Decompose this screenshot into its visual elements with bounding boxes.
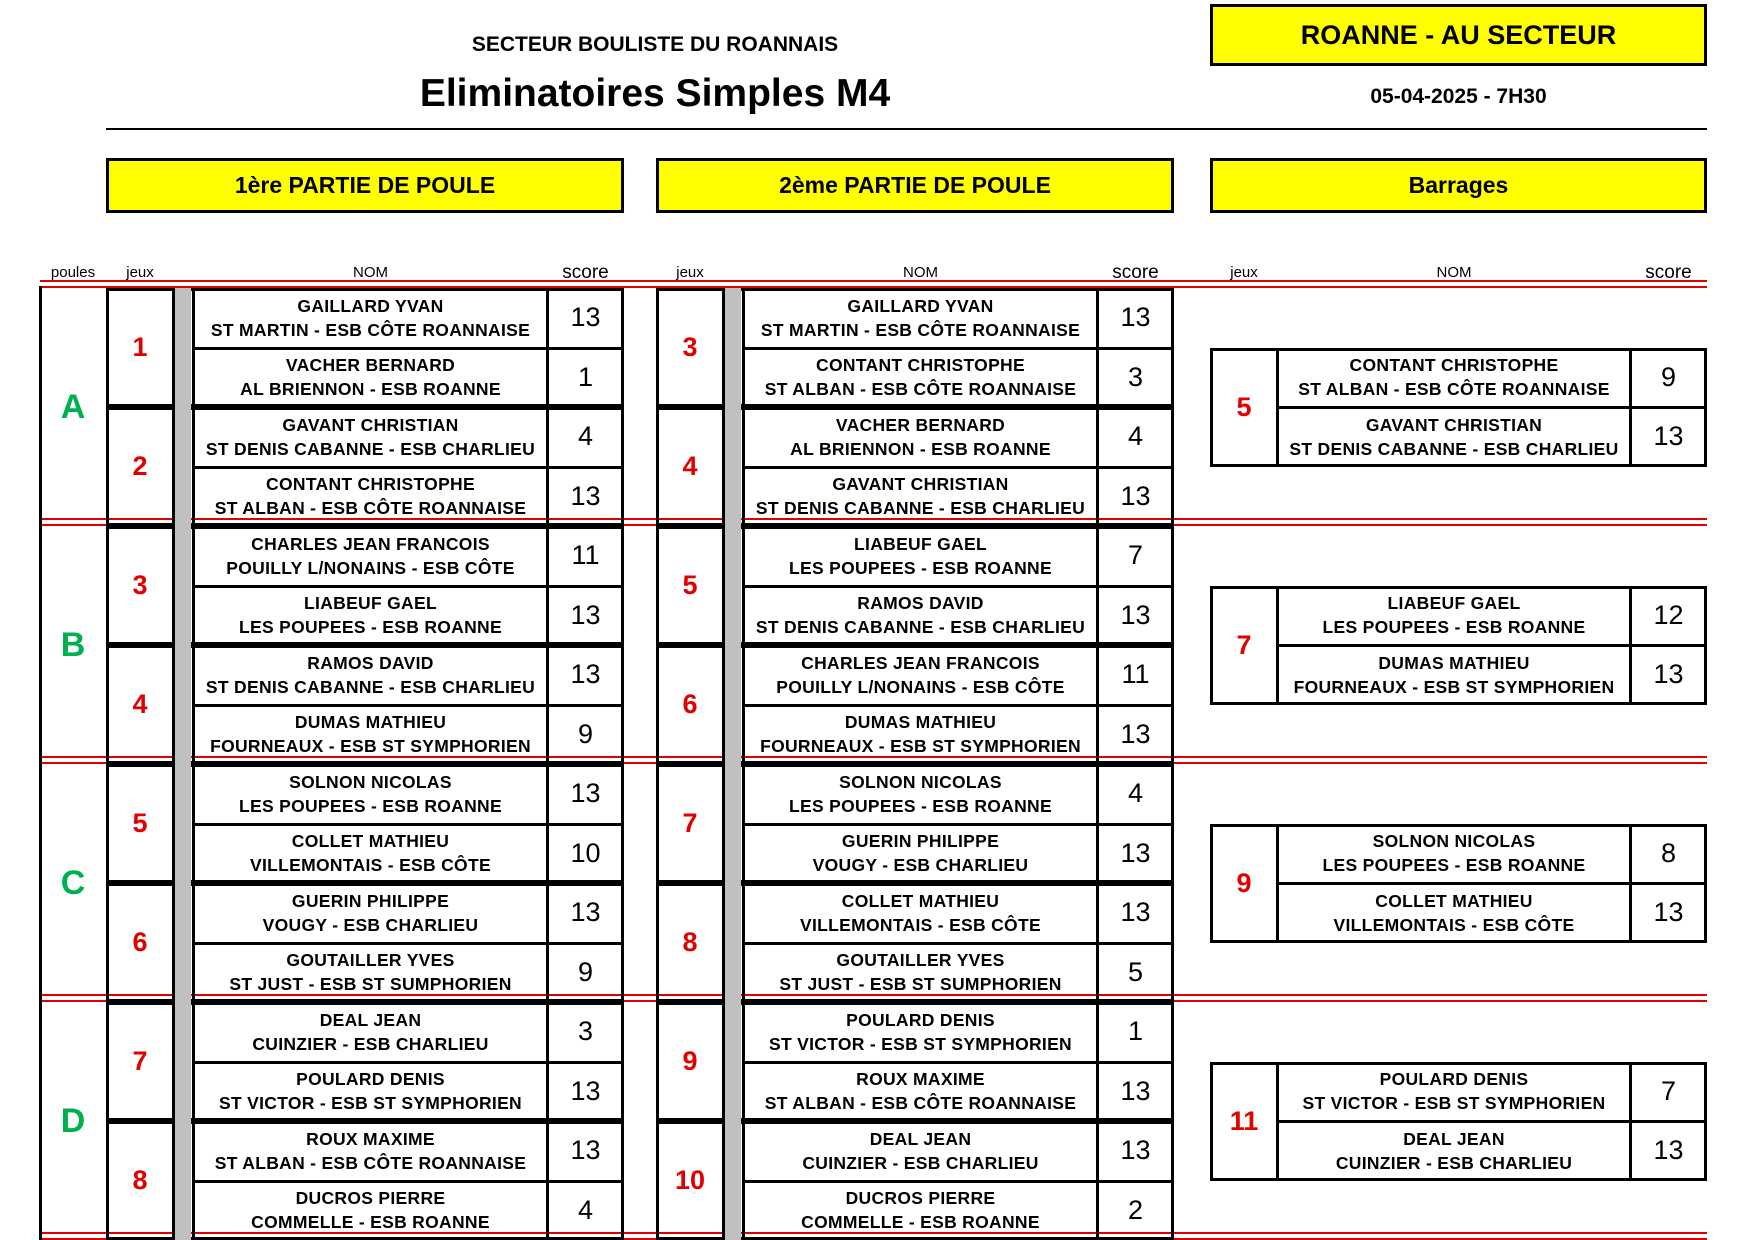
player-name: POULARD DENIS xyxy=(1379,1069,1529,1090)
col-header-score-2: score xyxy=(1112,262,1159,283)
player-name: SOLNON NICOLAS xyxy=(1372,831,1536,852)
player-score: 13 xyxy=(1120,599,1151,630)
player-score: 4 xyxy=(577,421,594,452)
player-club: FOURNEAUX - ESB ST SYMPHORIEN xyxy=(760,736,1081,757)
game-number: 6 xyxy=(132,927,148,957)
player-club: CUINZIER - ESB CHARLIEU xyxy=(802,1152,1039,1173)
player-cell xyxy=(744,288,1097,348)
player-name: LIABEUF GAEL xyxy=(1387,593,1521,614)
player-club: VILLEMONTAIS - ESB CÔTE xyxy=(250,855,491,876)
player-score: 13 xyxy=(1120,897,1151,928)
player-cell xyxy=(194,943,547,1003)
col-header-score-3: score xyxy=(1645,262,1692,283)
player-score: 13 xyxy=(570,480,601,511)
player-cell xyxy=(194,1002,547,1062)
player-name: CONTANT CHRISTOPHE xyxy=(1349,355,1559,376)
player-cell xyxy=(1278,1121,1630,1181)
player-club: ST ALBAN - ESB CÔTE ROANNAISE xyxy=(764,379,1077,400)
player-score: 13 xyxy=(570,897,601,928)
player-score: 4 xyxy=(1127,778,1144,809)
player-club: ST JUST - ESB ST SUMPHORIEN xyxy=(779,974,1062,995)
player-score: 13 xyxy=(570,1075,601,1106)
game-number: 4 xyxy=(132,689,148,719)
player-name: LIABEUF GAEL xyxy=(854,533,987,554)
player-score: 13 xyxy=(570,1135,601,1166)
player-score: 11 xyxy=(1121,659,1150,690)
player-score: 13 xyxy=(1653,659,1684,690)
section-first-label: 1ère PARTIE DE POULE xyxy=(234,172,496,198)
player-name: CONTANT CHRISTOPHE xyxy=(816,355,1025,376)
player-cell xyxy=(194,705,547,765)
player-cell xyxy=(194,883,547,943)
game-number: 5 xyxy=(682,570,698,600)
gray-bar xyxy=(725,645,741,764)
player-name: DEAL JEAN xyxy=(1403,1128,1505,1149)
player-score: 13 xyxy=(1120,480,1151,511)
player-name: ROUX MAXIME xyxy=(856,1069,985,1090)
gray-bar xyxy=(175,645,191,764)
player-club: ST ALBAN - ESB CÔTE ROANNAISE xyxy=(214,1152,527,1173)
player-cell xyxy=(744,645,1097,705)
section-first-round xyxy=(106,158,624,213)
player-score: 13 xyxy=(570,778,601,809)
player-score: 13 xyxy=(1120,718,1151,749)
player-score: 7 xyxy=(1127,540,1144,571)
page-title: Eliminatoires Simples M4 xyxy=(419,72,891,115)
venue-label: ROANNE - AU SECTEUR xyxy=(1300,19,1617,50)
player-score: 5 xyxy=(1127,956,1144,987)
col-header-nom-3: NOM xyxy=(1436,264,1472,281)
gray-bar xyxy=(175,288,191,407)
player-club: LES POUPEES - ESB ROANNE xyxy=(789,795,1052,816)
player-club: VILLEMONTAIS - ESB CÔTE xyxy=(800,914,1041,935)
player-club: LES POUPEES - ESB ROANNE xyxy=(1322,617,1586,638)
gray-bar xyxy=(725,288,741,407)
player-name: GAILLARD YVAN xyxy=(297,295,444,316)
section-barrages-label: Barrages xyxy=(1408,172,1509,198)
player-cell xyxy=(194,526,547,586)
gray-bar xyxy=(175,526,191,645)
gray-bar xyxy=(725,883,741,1002)
player-score: 10 xyxy=(570,837,601,868)
player-cell xyxy=(1278,824,1630,884)
player-club: FOURNEAUX - ESB ST SYMPHORIEN xyxy=(210,736,531,757)
player-cell xyxy=(194,467,547,527)
player-score: 13 xyxy=(570,302,601,333)
player-score: 13 xyxy=(1653,897,1684,928)
gray-bar xyxy=(725,526,741,645)
poule-label: D xyxy=(60,1101,86,1140)
player-club: ST ALBAN - ESB CÔTE ROANNAISE xyxy=(1298,379,1610,400)
player-cell xyxy=(1278,407,1630,467)
player-score: 13 xyxy=(1120,837,1151,868)
player-club: CUINZIER - ESB CHARLIEU xyxy=(1335,1152,1573,1173)
section-barrages xyxy=(1210,158,1707,213)
player-cell xyxy=(744,586,1097,646)
game-number: 5 xyxy=(1236,391,1252,422)
player-score: 13 xyxy=(1653,421,1684,452)
player-cell xyxy=(1278,883,1630,943)
player-name: GOUTAILLER YVES xyxy=(836,950,1005,971)
game-number: 3 xyxy=(682,332,698,362)
player-cell xyxy=(744,407,1097,467)
game-number: 10 xyxy=(674,1165,706,1195)
player-cell xyxy=(194,1181,547,1240)
gray-bar xyxy=(175,407,191,526)
game-number: 6 xyxy=(682,689,698,719)
player-score: 9 xyxy=(577,718,594,749)
col-header-jeux: jeux xyxy=(126,264,154,281)
player-club: CUINZIER - ESB CHARLIEU xyxy=(252,1033,489,1054)
gray-bar xyxy=(175,1002,191,1121)
player-name: CONTANT CHRISTOPHE xyxy=(266,474,475,495)
player-cell xyxy=(194,407,547,467)
player-name: DEAL JEAN xyxy=(869,1128,972,1149)
player-name: COLLET MATHIEU xyxy=(841,890,1000,911)
player-name: POULARD DENIS xyxy=(296,1069,445,1090)
player-name: POULARD DENIS xyxy=(846,1009,995,1030)
poule-label: C xyxy=(60,863,86,902)
player-club: POUILLY L/NONAINS - ESB CÔTE xyxy=(226,557,515,578)
player-cell xyxy=(194,824,547,884)
gray-bar xyxy=(725,764,741,883)
player-name: GAILLARD YVAN xyxy=(847,295,994,316)
player-name: GOUTAILLER YVES xyxy=(286,950,455,971)
player-cell xyxy=(1278,1062,1630,1122)
player-cell xyxy=(744,824,1097,884)
player-club: COMMELLE - ESB ROANNE xyxy=(251,1212,490,1233)
player-score: 2 xyxy=(1127,1194,1144,1225)
player-name: COLLET MATHIEU xyxy=(1375,890,1533,911)
player-cell xyxy=(194,764,547,824)
player-name: GUERIN PHILIPPE xyxy=(291,890,450,911)
player-cell xyxy=(744,764,1097,824)
player-name: GAVANT CHRISTIAN xyxy=(282,414,459,435)
player-cell xyxy=(194,1121,547,1181)
player-club: AL BRIENNON - ESB ROANNE xyxy=(790,438,1051,459)
player-name: CHARLES JEAN FRANCOIS xyxy=(251,533,490,554)
section-second-label: 2ème PARTIE DE POULE xyxy=(779,172,1051,198)
player-name: COLLET MATHIEU xyxy=(291,831,450,852)
player-club: LES POUPEES - ESB ROANNE xyxy=(239,617,502,638)
player-score: 3 xyxy=(1127,361,1144,392)
organization-title: SECTEUR BOULISTE DU ROANNAIS xyxy=(471,33,839,56)
player-cell xyxy=(1278,348,1630,408)
gray-bar xyxy=(175,764,191,883)
col-header-score: score xyxy=(562,262,609,283)
player-club: ST DENIS CABANNE - ESB CHARLIEU xyxy=(755,617,1086,638)
gray-bar xyxy=(175,883,191,1002)
col-header-jeux-3: jeux xyxy=(1230,264,1258,281)
player-club: ST DENIS CABANNE - ESB CHARLIEU xyxy=(205,676,536,697)
game-number: 9 xyxy=(1236,867,1252,898)
player-club: ST VICTOR - ESB ST SYMPHORIEN xyxy=(1302,1093,1606,1114)
poule-label: B xyxy=(60,625,86,664)
player-cell xyxy=(744,1002,1097,1062)
player-club: ST JUST - ESB ST SUMPHORIEN xyxy=(229,974,512,995)
player-score: 12 xyxy=(1653,599,1684,630)
player-club: VILLEMONTAIS - ESB CÔTE xyxy=(1333,914,1575,935)
game-number: 4 xyxy=(682,451,698,481)
player-cell xyxy=(744,348,1097,408)
game-number: 7 xyxy=(132,1046,148,1076)
col-header-nom-2: NOM xyxy=(903,264,938,281)
player-club: VOUGY - ESB CHARLIEU xyxy=(262,914,479,935)
player-name: GUERIN PHILIPPE xyxy=(841,831,1000,852)
game-number: 7 xyxy=(1236,629,1252,660)
player-score: 11 xyxy=(571,540,600,571)
player-club: COMMELLE - ESB ROANNE xyxy=(801,1212,1040,1233)
player-name: DEAL JEAN xyxy=(319,1009,422,1030)
player-club: VOUGY - ESB CHARLIEU xyxy=(812,855,1029,876)
player-score: 13 xyxy=(1120,1135,1151,1166)
player-club: POUILLY L/NONAINS - ESB CÔTE xyxy=(776,676,1065,697)
player-score: 9 xyxy=(1660,361,1677,392)
gray-bar xyxy=(175,1121,191,1240)
player-cell xyxy=(194,348,547,408)
section-second-round xyxy=(656,158,1174,213)
player-club: ST MARTIN - ESB CÔTE ROANNAISE xyxy=(760,319,1081,340)
player-club: ST DENIS CABANNE - ESB CHARLIEU xyxy=(1289,438,1619,459)
player-name: GAVANT CHRISTIAN xyxy=(1365,414,1543,435)
player-cell xyxy=(744,1181,1097,1240)
game-number: 8 xyxy=(682,927,698,957)
player-score: 13 xyxy=(1120,1075,1151,1106)
player-cell xyxy=(744,883,1097,943)
player-cell xyxy=(194,1062,547,1122)
player-name: CHARLES JEAN FRANCOIS xyxy=(801,652,1040,673)
player-score: 13 xyxy=(1120,302,1151,333)
player-name: SOLNON NICOLAS xyxy=(289,771,452,792)
player-name: GAVANT CHRISTIAN xyxy=(832,474,1009,495)
player-name: VACHER BERNARD xyxy=(285,355,456,376)
player-score: 13 xyxy=(570,659,601,690)
player-cell xyxy=(1278,586,1630,646)
gray-bar xyxy=(725,1002,741,1121)
game-number: 8 xyxy=(132,1165,148,1195)
player-cell xyxy=(744,705,1097,765)
player-name: DUMAS MATHIEU xyxy=(844,712,997,733)
col-header-nom: NOM xyxy=(353,264,388,281)
poule-label: A xyxy=(60,387,86,426)
player-club: ST DENIS CABANNE - ESB CHARLIEU xyxy=(205,438,536,459)
player-club: ST DENIS CABANNE - ESB CHARLIEU xyxy=(755,498,1086,519)
player-cell xyxy=(744,526,1097,586)
player-cell xyxy=(744,1062,1097,1122)
game-number: 7 xyxy=(682,808,698,838)
player-cell xyxy=(744,943,1097,1003)
player-score: 3 xyxy=(577,1016,594,1047)
player-club: LES POUPEES - ESB ROANNE xyxy=(789,557,1052,578)
player-club: LES POUPEES - ESB ROANNE xyxy=(1322,855,1586,876)
player-score: 1 xyxy=(577,361,594,392)
player-club: FOURNEAUX - ESB ST SYMPHORIEN xyxy=(1293,676,1615,697)
player-score: 13 xyxy=(1653,1135,1684,1166)
player-name: ROUX MAXIME xyxy=(306,1128,435,1149)
player-name: LIABEUF GAEL xyxy=(304,593,437,614)
player-cell xyxy=(194,645,547,705)
game-number: 2 xyxy=(132,451,148,481)
player-score: 1 xyxy=(1127,1016,1144,1047)
player-score: 8 xyxy=(1660,837,1677,868)
gray-bar xyxy=(725,1121,741,1240)
venue-box xyxy=(1210,4,1707,66)
game-number: 3 xyxy=(132,570,148,600)
player-name: RAMOS DAVID xyxy=(857,593,984,614)
title-rule xyxy=(106,128,1707,130)
player-club: ST ALBAN - ESB CÔTE ROANNAISE xyxy=(764,1093,1077,1114)
player-club: ST MARTIN - ESB CÔTE ROANNAISE xyxy=(210,319,531,340)
player-club: ST VICTOR - ESB ST SYMPHORIEN xyxy=(219,1093,522,1114)
player-name: SOLNON NICOLAS xyxy=(839,771,1002,792)
player-club: ST ALBAN - ESB CÔTE ROANNAISE xyxy=(214,498,527,519)
player-club: ST VICTOR - ESB ST SYMPHORIEN xyxy=(769,1033,1072,1054)
col-header-poules: poules xyxy=(50,264,96,281)
player-name: VACHER BERNARD xyxy=(835,414,1006,435)
player-name: RAMOS DAVID xyxy=(307,652,434,673)
player-score: 4 xyxy=(577,1194,594,1225)
player-club: LES POUPEES - ESB ROANNE xyxy=(239,795,502,816)
player-club: AL BRIENNON - ESB ROANNE xyxy=(240,379,501,400)
player-cell xyxy=(1278,645,1630,705)
game-number: 9 xyxy=(682,1046,698,1076)
poule-separator xyxy=(40,280,1707,288)
player-score: 9 xyxy=(577,956,594,987)
game-number: 1 xyxy=(132,332,148,362)
player-name: DUMAS MATHIEU xyxy=(294,712,447,733)
player-cell xyxy=(194,288,547,348)
player-score: 4 xyxy=(1127,421,1144,452)
player-score: 7 xyxy=(1660,1075,1677,1106)
date-time: 05-04-2025 - 7H30 xyxy=(1370,85,1547,108)
player-cell xyxy=(194,586,547,646)
game-number: 5 xyxy=(132,808,148,838)
col-header-jeux-2: jeux xyxy=(676,264,704,281)
gray-bar xyxy=(725,407,741,526)
player-name: DUCROS PIERRE xyxy=(295,1188,446,1209)
player-cell xyxy=(744,467,1097,527)
player-cell xyxy=(744,1121,1097,1181)
player-name: DUCROS PIERRE xyxy=(845,1188,996,1209)
game-number: 11 xyxy=(1229,1105,1259,1136)
player-name: DUMAS MATHIEU xyxy=(1378,652,1530,673)
player-score: 13 xyxy=(570,599,601,630)
